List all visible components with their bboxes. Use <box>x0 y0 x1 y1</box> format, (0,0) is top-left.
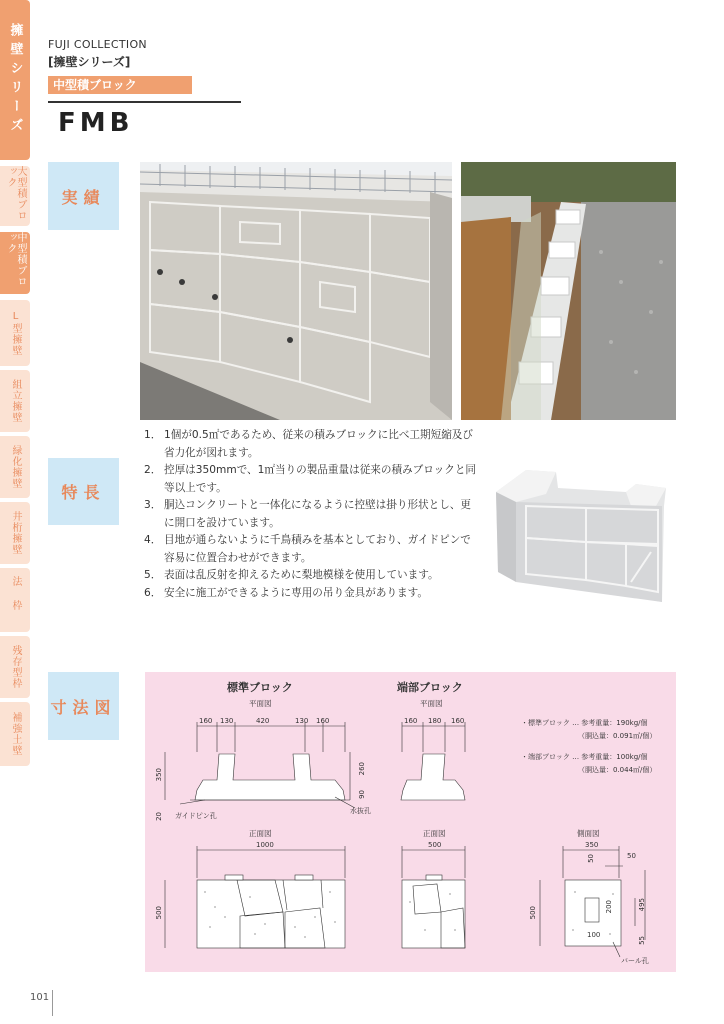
sidebar-item-large-block[interactable]: 大型積ブロック <box>0 166 30 226</box>
dimension-drawing-svg <box>145 672 676 972</box>
sidebar-item-igeta-wall[interactable]: 井桁擁壁 <box>0 502 30 564</box>
dim-height-260: 260 <box>358 762 366 776</box>
feature-item: 5． 表面は乱反射を抑えるために梨地模様を使用しています。 <box>144 569 439 581</box>
page-number-divider <box>52 990 53 1016</box>
category-badge: 中型積ブロック <box>48 76 192 94</box>
dim-std-4: 130 <box>295 717 309 725</box>
drain-hole-label: 水抜孔 <box>350 807 371 815</box>
dim-end-3: 160 <box>451 717 465 725</box>
front-view-label-end: 正面図 <box>423 829 446 838</box>
feature-item: 3． 胴込コンクリートと一体化になるように控壁は掛り形状とし、更に開口を設けています。 <box>144 499 472 529</box>
collection-label: FUJI COLLECTION <box>48 38 147 51</box>
guide-pin-hole-label: ガイドピン孔 <box>175 812 217 820</box>
feature-list <box>140 427 480 602</box>
section-label-dimensions: 寸法図 <box>48 672 119 740</box>
dim-end-1: 160 <box>404 717 418 725</box>
dim-side-55: 55 <box>638 936 646 945</box>
spec-standard: ・標準ブロック … 参考重量：190kg/個 <box>521 719 648 727</box>
sidebar-main-tab[interactable]: 擁壁シリーズ <box>0 0 30 160</box>
results-photo-wall <box>140 162 452 420</box>
feature-item: 4． 目地が通らないように千鳥積みを基本としており、ガイドピンで容易に位置合わせができます。 <box>144 534 471 564</box>
sidebar-item-green-wall[interactable]: 緑化擁壁 <box>0 436 30 498</box>
dim-std-5: 160 <box>316 717 330 725</box>
side-view-label: 側面図 <box>577 829 600 838</box>
standard-block-title: 標準ブロック <box>227 681 293 694</box>
dim-height-350: 350 <box>155 768 163 782</box>
dim-height-90: 90 <box>358 790 366 799</box>
dim-side-500: 500 <box>529 906 537 920</box>
sidebar-item-slope-frame[interactable]: 法枠 <box>0 568 30 632</box>
page-title: FMB <box>58 108 134 138</box>
dim-side-200: 200 <box>605 900 613 914</box>
spec-standard-fill: （胴込量：0.091㎥/個） <box>578 732 657 740</box>
header-divider <box>48 101 241 103</box>
side-tabs <box>0 0 30 768</box>
dim-std-1: 160 <box>199 717 213 725</box>
dim-std-2: 130 <box>220 717 234 725</box>
sidebar-item-remaining-form[interactable]: 残存型枠 <box>0 636 30 698</box>
sidebar-item-l-wall[interactable]: L型擁壁 <box>0 300 30 366</box>
dim-width-1000: 1000 <box>256 841 274 849</box>
front-view-label-std: 正面図 <box>249 829 272 838</box>
product-block-image <box>486 462 676 612</box>
dim-side-350: 350 <box>585 841 599 849</box>
dim-std-3: 420 <box>256 717 270 725</box>
sidebar-item-reinforced-wall[interactable]: 補強土壁 <box>0 702 30 766</box>
feature-item: 6． 安全に施工ができるように専用の吊り金具があります。 <box>144 586 428 599</box>
spec-end: ・端部ブロック … 参考重量：100kg/個 <box>521 753 648 761</box>
feature-item: 1． 1個が0.5㎡であるため、従来の積みブロックに比べ工期短縮及び省力化が図れます。 <box>144 429 473 459</box>
dim-side-100: 100 <box>587 931 601 939</box>
dim-side-50a: 50 <box>587 854 595 863</box>
end-block-title: 端部ブロック <box>397 681 463 694</box>
dim-side-50b: 50 <box>627 852 636 860</box>
page-number: 101 <box>30 992 50 1003</box>
results-photo-construction <box>461 162 676 420</box>
section-label-results: 実績 <box>48 162 119 230</box>
dim-height-20: 20 <box>155 812 163 821</box>
dim-end-2: 180 <box>428 717 442 725</box>
feature-item: 2． 控厚は350mmで、1㎡当りの製品重量は従来の積みブロックと同等以上です。 <box>144 464 477 494</box>
dim-width-500: 500 <box>428 841 442 849</box>
dim-side-495: 495 <box>638 898 646 912</box>
section-label-features: 特長 <box>48 458 119 525</box>
sidebar-item-assembly-wall[interactable]: 組立擁壁 <box>0 370 30 432</box>
plan-view-label-end: 平面図 <box>420 699 443 708</box>
spec-end-fill: （胴込量：0.044㎥/個） <box>578 766 657 774</box>
dimension-drawing-panel <box>145 672 676 972</box>
sidebar-item-medium-block[interactable]: 中型積ブロック <box>0 232 30 294</box>
series-label: [擁壁シリーズ] <box>48 55 131 69</box>
dim-front-height-500: 500 <box>155 906 163 920</box>
plan-view-label-std: 平面図 <box>249 699 272 708</box>
bar-hole-label: バール孔 <box>621 957 649 965</box>
